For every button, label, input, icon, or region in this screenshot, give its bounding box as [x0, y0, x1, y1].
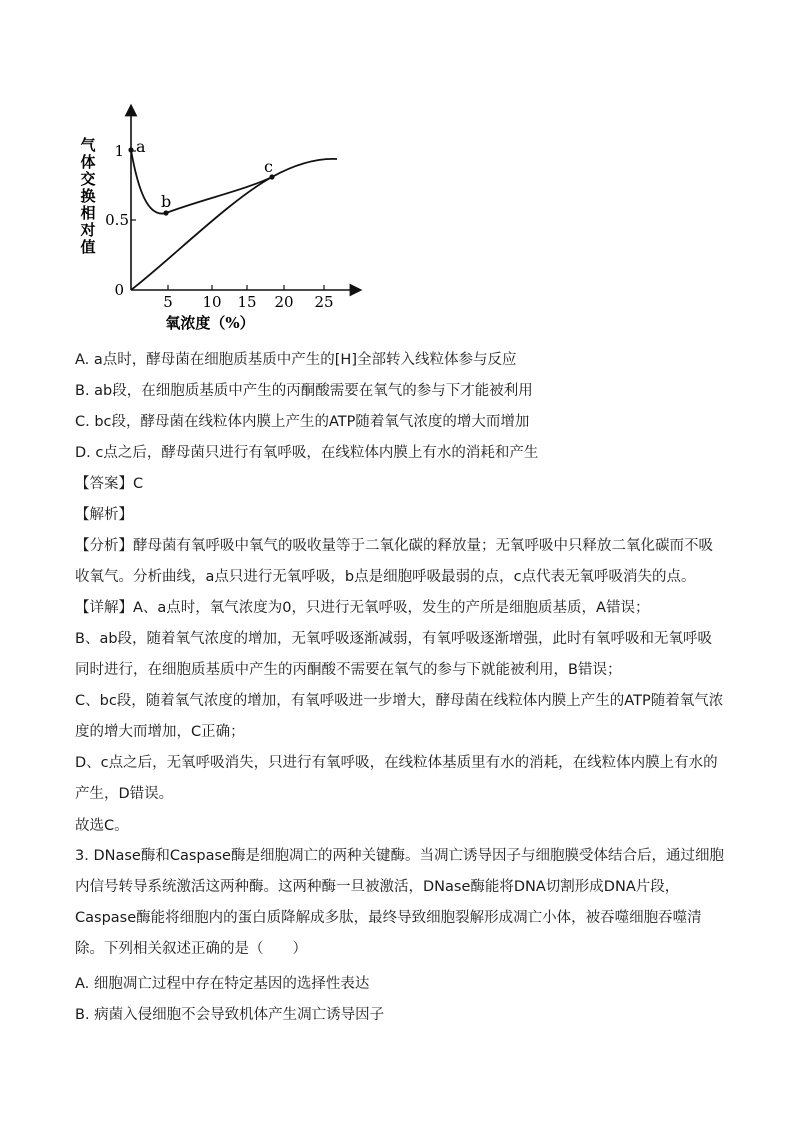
gas-exchange-graph [70, 100, 370, 340]
y-axis-label-char: 值 [80, 238, 96, 256]
point-b-marker [163, 210, 168, 215]
y-axis-label-char: 交 [80, 170, 96, 188]
x-tick-label: 5 [163, 293, 173, 311]
x-tick-label: 20 [274, 293, 294, 311]
analysis-paragraph: 【分析】酵母菌有氧呼吸中氧气的吸收量等于二氧化碳的释放量；无氧呼吸中只释放二氧化碳而不吸收氧气。分析曲线，a点只进行无氧呼吸，b点是细胞呼吸最弱的点，c点代表无氧呼吸消失的点。 [75, 538, 713, 585]
option-d: D. c点之后，酵母菌只进行有氧呼吸，在线粒体内膜上有水的消耗和产生 [75, 445, 539, 461]
y-axis-label [79, 136, 96, 256]
y-tick-label: 1 [114, 142, 124, 160]
o2-absorption-curve [131, 177, 272, 290]
x-tick-label: 15 [237, 293, 257, 311]
x-tick-label: 25 [314, 293, 334, 311]
detail-c: C、bc段，随着氧气浓度的增加，有氧呼吸进一步增大，酵母菌在线粒体内膜上产生的ATP随着氧气浓度的增大而增加，C正确； [75, 693, 724, 740]
y-axis-label-char: 气 [80, 136, 96, 154]
y-axis-label-char: 换 [80, 187, 96, 205]
q3-option-a: A. 细胞凋亡过程中存在特定基因的选择性表达 [75, 976, 370, 992]
option-c: C. bc段，酵母菌在线粒体内膜上产生的ATP随着氧气浓度的增大而增加 [75, 414, 530, 430]
point-a-marker [128, 147, 133, 152]
answer: 【答案】C [75, 476, 144, 492]
x-axis-label: 氧浓度（%） [165, 314, 255, 332]
y-tick-label: 0.5 [105, 211, 129, 229]
y-tick-label: 0 [114, 281, 124, 299]
detail-a: 【详解】A、a点时，氧气浓度为0，只进行无氧呼吸，发生的产所是细胞质基质，A错误； [75, 600, 650, 616]
y-axis-label-char: 体 [80, 153, 96, 171]
question-3-stem: 3. DNase酶和Caspase酶是细胞凋亡的两种关键酶。当凋亡诱导因子与细胞膜受体结合后，通过细胞内信号转导系统激活这两种酶。这两种酶一旦被激活，DNase酶能将DNA切割形成DNA片段，Caspase酶能将细胞内的蛋白质降解成多肽，最终导致细胞裂解形成凋亡小体，被吞噬细胞吞噬清除。下列相关叙述正确的是（ ） [75, 848, 724, 957]
option-b: B. ab段，在细胞质基质中产生的丙酮酸需要在氧气的参与下才能被利用 [75, 383, 533, 399]
conclusion: 故选C。 [75, 818, 129, 834]
detail-b: B、ab段，随着氧气浓度的增加，无氧呼吸逐渐减弱，有氧呼吸逐渐增强，此时有氧呼吸和无氧呼吸同时进行，在细胞质基质中产生的丙酮酸不需要在氧气的参与下就能被利用，B错误； [75, 631, 713, 678]
q3-option-b: B. 病菌入侵细胞不会导致机体产生凋亡诱导因子 [75, 1007, 385, 1023]
gas-exchange-figure [70, 100, 370, 340]
y-axis-label-char: 对 [80, 221, 96, 239]
detail-d: D、c点之后，无氧呼吸消失，只进行有氧呼吸，在线粒体基质里有水的消耗，在线粒体内膜上有水的产生，D错误。 [75, 755, 718, 802]
option-a: A. a点时，酵母菌在细胞质基质中产生的[H]全部转入线粒体参与反应 [75, 352, 517, 368]
x-tick-label: 10 [202, 293, 222, 311]
point-c-label: c [264, 157, 273, 176]
point-a-label: a [136, 137, 146, 156]
point-b-label: b [161, 192, 172, 211]
analysis-heading: 【解析】 [75, 507, 133, 523]
y-axis-label-char: 相 [80, 204, 96, 222]
